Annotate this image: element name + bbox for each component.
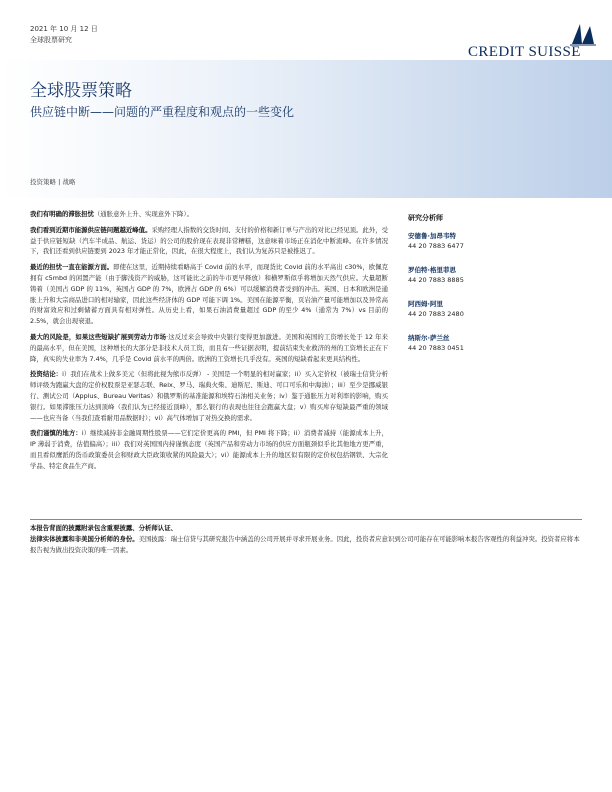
footer-divider [30, 519, 582, 520]
paragraph-text: （通胀意外上升、实现意外下降）。 [93, 210, 193, 218]
analyst-name: 安德鲁·加昂韦特 [408, 232, 456, 240]
paragraph-lead: 最近的担忧一直在能源方面。 [30, 263, 114, 272]
paragraph-lead: 我们有明确的滞胀担忧 [30, 210, 94, 218]
page-subtitle: 供应链中断——问题的严重程度和观点的一些变化 [30, 105, 295, 119]
report-header [30, 24, 98, 46]
disclosure-text: 美国披露：瑞士信贷与其研究报告中涵盖的公司开展并寻求开展业务。因此，投资者应意识到公司可能存在可能影响本报告客观性的利益冲突。投资者应将本报告视为做出投资决策的唯一因素。 [30, 535, 580, 554]
analyst-entry [408, 299, 588, 319]
analyst-entry [408, 265, 588, 285]
report-category: 投资策略 | 战略 [30, 178, 76, 186]
paragraph-text: ·这反过来会导致中央银行变得更加激进。美国和英国的工资增长处于 12 年来的最高水平，但在美国，这种增长的大部分是非技术人员工资，而且有一些证据表明，提前结束失业救济的州的工资增长正在下降，真实的失业率为 7.4%，几乎是 Covid 前水平的两倍。欧洲的工资增长几乎没有。英国的短缺看起来更具结构性。 [30, 332, 388, 363]
paragraph-text: i）继续减持非金融周期性股票——它们定价更高的 PMI，但 PMI 将下降；ii）消费者减持（能源成本上升，IP 薄弱于消费，估值偏高）；iii）我们对英国国内持谨慎态度（英国产品和劳动力市场的供应方面瓶颈似乎比其他地方更严重，而且看似鹰派的货币政策委员会和财政大臣政策收紧的风险最大）；vi）能源成本上升的地区似有限的定价权包括钢铁、大宗化学品、特定食品生产商。 [30, 429, 388, 470]
analyst-name: 阿西姆·阿里 [408, 300, 443, 308]
paragraph-lead: 我们谨慎的地方： [30, 429, 82, 438]
analyst-name: 罗伯特·格里菲思 [408, 266, 456, 274]
analyst-phone: 44 20 7883 2480 [408, 310, 464, 318]
paragraph-supply-chain [30, 225, 388, 257]
report-date: 2021 年 10 月 12 日 [30, 25, 98, 33]
paragraph-text: 采购经理人指数的交货时间、支付的价格和新订单与产出的对比已经见顶。此外，受益于供应链短缺（汽车半成品、航运、货运）的公司的股价现在表现非常糟糕，这意味着市场正在消化中断流峰。在许多情况下，我们还看到供应链要到 2023 年才能正常化，因此，在很大程度上，我们认为复苏只是被推迟了。 [30, 225, 389, 256]
summary-body [30, 209, 388, 477]
disclosure-lead: 法律实体披露和非美国分析师的身份。 [30, 535, 139, 543]
analyst-sidebar [408, 213, 588, 367]
paragraph-text: 即使在这里，近期持续看略高于 Covid 前的水平，而现货比 Covid 前的水平高出 c30%，欧佩克拥有 c5mbd 的闲置产能（由于脚浅资产的威胁，这可能比之前的牛市更早释放）和横罗斯似乎将增加天然气供应。大量超断铸着（美国占 GDP 的 11%，英国占 GDP 的 7%，欧洲占 GDP 的 6%）可以缓解消费者受到的冲击。英国、日本和欧洲是通胀上升和大宗商品进口的相对输家，因此这些经济体的 GDP 可能下调 1%。美国在能源平衡，页岩油产量可能增加以及异常高的财富效应和过剩储蓄方面具有相对弹性。从历史上看，如果石油消费量超过 GDP 的至少 4%（通常为 7%）vs 目前的 2.5%，就会出现衰退。 [30, 263, 388, 326]
analyst-entry [408, 333, 588, 353]
disclosure-line-1: 本报告背面的披露附录包含重要披露、分析师认证、 [30, 524, 177, 532]
analyst-name: 纳斯尔·萨兰丝 [408, 334, 450, 342]
analyst-phone: 44 20 7883 6477 [408, 242, 464, 250]
logo-wordmark: CREDIT SUISSE [468, 44, 581, 60]
page-title: 全球股票策略 [30, 81, 132, 101]
analyst-phone: 44 20 7883 0451 [408, 344, 464, 352]
paragraph-lead: 我们看到近期市能源供应链问题越近峰值。 [30, 225, 152, 234]
paragraph-lead: 投资结论： [30, 370, 63, 379]
paragraph-lead: 最大的风险是，如果这些短缺扩展到劳动力市场 [30, 332, 167, 341]
analyst-phone: 44 20 7883 8885 [408, 276, 464, 284]
paragraph-labour-risk [30, 332, 388, 364]
sails-logo-icon [568, 22, 598, 46]
paragraph-energy [30, 262, 388, 327]
disclosure-footer [30, 523, 582, 556]
paragraph-cautious [30, 428, 388, 471]
sidebar-title: 研究分析师 [408, 214, 443, 222]
disclosure-line-2 [30, 534, 582, 556]
paragraph-stagflation [30, 209, 388, 220]
paragraph-text: i）我们在战术上做多美元（但将此视为熊市反弹） - 美国是一个明显的相对赢家；ii）买入定价权（被瑞士信贷分析师评级为跑赢大盘的定价权股票是亚瑟志联、Relx、罗马、瑞典火柴、迪斯尼、斯迪、可口可乐和中海油）；iii）至少是挪威银行、测试公司（Applus、Bureau Veritas）和俄罗斯的基准能源和埃特石油相关业务；iv）鉴于通胀压力对利率的影响，购买银行。如果滞胀压力达到顶峰（我们认为已经接近顶峰），那么银行的表现也往往会跑赢大盘；v）购买库存短缺最严重的领域——也应当备（当我们查看耐用品数据时）；vi）高气体增加了对热交换的需求。 [30, 370, 388, 422]
paragraph-investment-conclusion [30, 369, 388, 423]
analyst-entry [408, 231, 588, 251]
report-department: 全球股票研究 [30, 36, 72, 44]
